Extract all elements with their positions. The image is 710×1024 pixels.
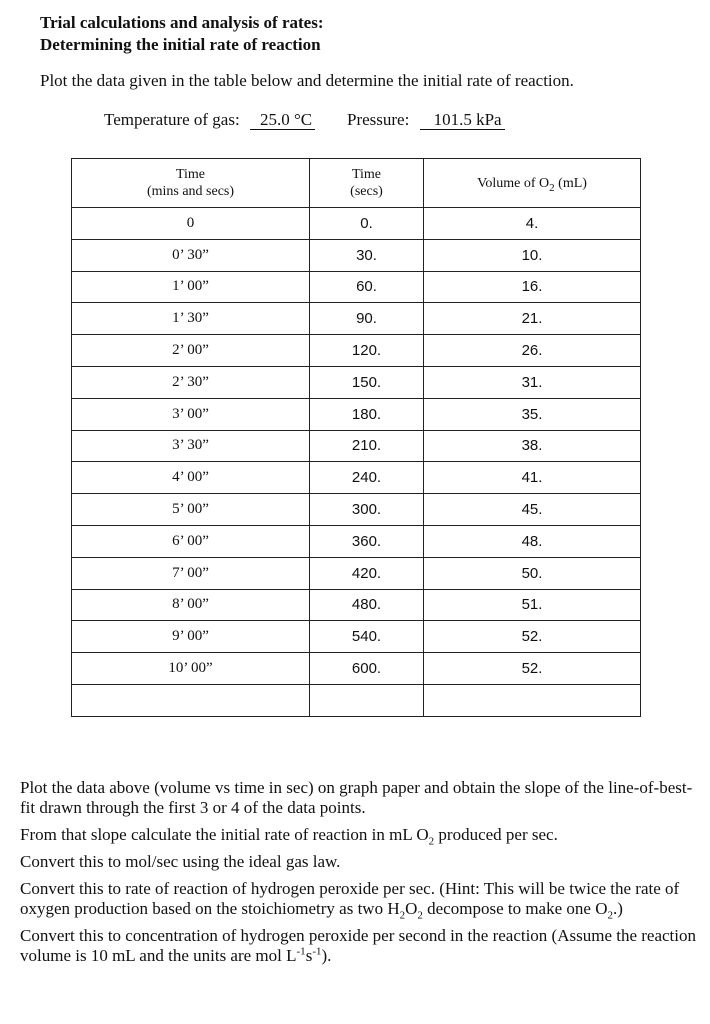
volume-cell: 26.: [424, 335, 641, 367]
table-row: [72, 239, 641, 271]
volume-cell: 35.: [424, 398, 641, 430]
time-mins-cell: 8’ 00”: [72, 589, 310, 621]
table-row: [72, 366, 641, 398]
volume-cell: [424, 684, 641, 716]
time-secs-cell: 150.: [310, 366, 424, 398]
volume-cell: 52.: [424, 653, 641, 685]
time-secs-cell: 60.: [310, 271, 424, 303]
time-secs-cell: 240.: [310, 462, 424, 494]
volume-cell: 50.: [424, 557, 641, 589]
time-mins-cell: 7’ 00”: [72, 557, 310, 589]
table-row: [72, 462, 641, 494]
instructions: [20, 778, 696, 973]
volume-cell: 10.: [424, 239, 641, 271]
table-row: [72, 303, 641, 335]
instruction-5: Convert this to concentration of hydrogen peroxide per second in the reaction (Assume the reaction volume is 10 mL and the units are mol $L^{-1}s^{-1}$).: [20, 926, 697, 965]
pressure-field: [347, 109, 505, 131]
col-header-secs: Time (secs): [310, 159, 424, 208]
time-mins-cell: 0: [72, 208, 310, 240]
instruction-4: Convert this to rate of reaction of hydrogen peroxide per sec. (Hint: This will be twice the rate of oxygen production based on the stoichiometry as two $H_2O_2$ decompose to make one $O_2$.): [20, 879, 680, 922]
volume-cell: 38.: [424, 430, 641, 462]
col-header-volume: Volume of $O_2$ (mL): [424, 159, 641, 208]
time-secs-cell: [310, 684, 424, 716]
time-mins-cell: 0’ 30”: [72, 239, 310, 271]
volume-cell: 48.: [424, 525, 641, 557]
time-mins-cell: 1’ 00”: [72, 271, 310, 303]
time-secs-cell: 540.: [310, 621, 424, 653]
time-mins-cell: 3’ 30”: [72, 430, 310, 462]
time-mins-cell: 6’ 00”: [72, 525, 310, 557]
volume-cell: 52.: [424, 621, 641, 653]
time-mins-cell: 9’ 00”: [72, 621, 310, 653]
temperature-label: Temperature of gas:: [104, 110, 240, 129]
time-mins-cell: [72, 684, 310, 716]
instruction-3: Convert this to mol/sec using the ideal gas law.: [20, 852, 341, 871]
data-table: [71, 158, 641, 717]
time-secs-cell: 300.: [310, 494, 424, 526]
volume-cell: 16.: [424, 271, 641, 303]
time-mins-cell: 3’ 00”: [72, 398, 310, 430]
instruction-2: From that slope calculate the initial rate of reaction in mL $O_2$ produced per sec.: [20, 825, 558, 848]
time-mins-cell: 4’ 00”: [72, 462, 310, 494]
volume-cell: 51.: [424, 589, 641, 621]
time-secs-cell: 90.: [310, 303, 424, 335]
volume-cell: 31.: [424, 366, 641, 398]
time-secs-cell: 360.: [310, 525, 424, 557]
time-mins-cell: 5’ 00”: [72, 494, 310, 526]
volume-cell: 41.: [424, 462, 641, 494]
table-row: [72, 271, 641, 303]
intro-text: Plot the data given in the table below and determine the initial rate of reaction.: [40, 71, 574, 90]
table-row: [72, 653, 641, 685]
table-row: [72, 621, 641, 653]
time-secs-cell: 120.: [310, 335, 424, 367]
time-mins-cell: 2’ 00”: [72, 335, 310, 367]
table-row: [72, 398, 641, 430]
time-secs-cell: 480.: [310, 589, 424, 621]
heading-line-2: Determining the initial rate of reaction: [40, 35, 321, 54]
col-header-mins: Time (mins and secs): [72, 159, 310, 208]
table-row: [72, 557, 641, 589]
table-row: [72, 335, 641, 367]
time-mins-cell: 2’ 30”: [72, 366, 310, 398]
table-header-row: [72, 159, 641, 208]
time-secs-cell: 600.: [310, 653, 424, 685]
table-row: [72, 684, 641, 716]
instruction-1: Plot the data above (volume vs time in sec) on graph paper and obtain the slope of the line-of-best-fit drawn through the first 3 or 4 of the data points.: [20, 778, 693, 817]
time-secs-cell: 180.: [310, 398, 424, 430]
time-secs-cell: 0.: [310, 208, 424, 240]
pressure-label: Pressure:: [347, 110, 410, 129]
time-secs-cell: 420.: [310, 557, 424, 589]
temperature-value: 25.0 °C: [250, 111, 315, 130]
table-row: [72, 525, 641, 557]
volume-cell: 21.: [424, 303, 641, 335]
table-row: [72, 430, 641, 462]
volume-cell: 4.: [424, 208, 641, 240]
temperature-field: [104, 109, 315, 131]
volume-cell: 45.: [424, 494, 641, 526]
time-secs-cell: 30.: [310, 239, 424, 271]
time-secs-cell: 210.: [310, 430, 424, 462]
table-row: [72, 208, 641, 240]
time-mins-cell: 1’ 30”: [72, 303, 310, 335]
table-row: [72, 589, 641, 621]
table-row: [72, 494, 641, 526]
heading-line-1: Trial calculations and analysis of rates:: [40, 13, 324, 32]
pressure-value: 101.5 kPa: [420, 111, 505, 130]
time-mins-cell: 10’ 00”: [72, 653, 310, 685]
